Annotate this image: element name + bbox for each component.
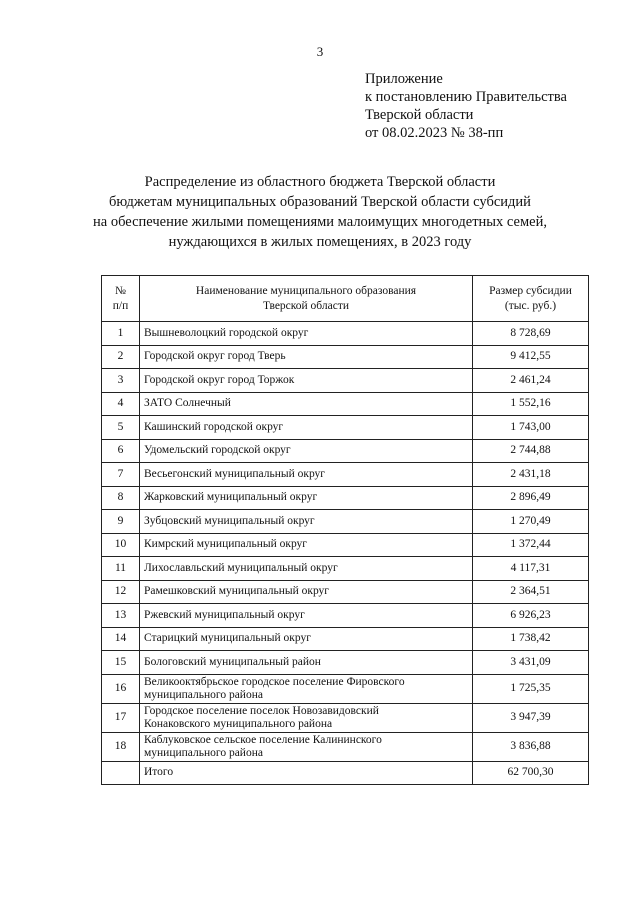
document-title (60, 172, 580, 252)
title-line: бюджетам муниципальных образований Тверской области субсидий (109, 194, 531, 210)
municipality-name (140, 627, 473, 651)
subsidy-amount: 3 947,39 (473, 703, 589, 732)
row-number: 8 (102, 486, 140, 510)
total-label: Итого (140, 761, 473, 785)
appendix-line: к постановлению Правительства (365, 89, 567, 105)
table-row (102, 463, 589, 487)
table-row (102, 533, 589, 557)
table-row (102, 392, 589, 416)
subsidy-amount: 6 926,23 (473, 604, 589, 628)
municipality-name (140, 533, 473, 557)
municipality-name (140, 439, 473, 463)
header-number (102, 276, 140, 322)
municipality-name-line: Городское поселение поселок Новозавидовский (144, 704, 379, 717)
subsidy-amount: 1 743,00 (473, 416, 589, 440)
subsidy-amount: 2 744,88 (473, 439, 589, 463)
title-line: на обеспечение жилыми помещениями малоимущих многодетных семей, (93, 214, 547, 230)
row-number: 3 (102, 369, 140, 393)
municipality-name (140, 732, 473, 761)
title-line: Распределение из областного бюджета Тверской области (144, 174, 496, 190)
row-number: 12 (102, 580, 140, 604)
row-number: 6 (102, 439, 140, 463)
row-number: 11 (102, 557, 140, 581)
municipality-name-line: Бологовский муниципальный район (144, 655, 321, 668)
row-number: 4 (102, 392, 140, 416)
municipality-name-line: ЗАТО Солнечный (144, 397, 231, 410)
municipality-name-line: муниципального района (144, 688, 263, 701)
municipality-name (140, 416, 473, 440)
municipality-name (140, 703, 473, 732)
municipality-name-line: Удомельский городской округ (144, 444, 291, 457)
row-number: 17 (102, 703, 140, 732)
header-text: Наименование муниципального образования (195, 284, 417, 297)
municipality-name (140, 510, 473, 534)
subsidy-amount: 2 431,18 (473, 463, 589, 487)
table-row (102, 510, 589, 534)
subsidy-amount: 1 270,49 (473, 510, 589, 534)
municipality-name (140, 345, 473, 369)
row-number: 16 (102, 674, 140, 703)
subsidy-amount: 3 431,09 (473, 651, 589, 675)
row-number: 13 (102, 604, 140, 628)
header-municipality (140, 276, 473, 322)
header-text: Тверской области (263, 299, 349, 312)
header-text: (тыс. руб.) (504, 299, 557, 312)
header-amount (473, 276, 589, 322)
header-text: № (115, 284, 126, 297)
subsidy-amount: 2 364,51 (473, 580, 589, 604)
table-row (102, 322, 589, 346)
appendix-line: Приложение (365, 71, 443, 87)
table-row (102, 345, 589, 369)
table-row (102, 557, 589, 581)
municipality-name (140, 392, 473, 416)
municipality-name (140, 580, 473, 604)
total-row (102, 761, 589, 785)
header-text: Размер субсидии (489, 284, 572, 297)
municipality-name-line: Лихославльский муниципальный округ (144, 561, 338, 574)
municipality-name-line: Городской округ город Тверь (144, 350, 286, 363)
table-row (102, 627, 589, 651)
table-header-row (102, 276, 589, 322)
municipality-name-line: Каблуковское сельское поселение Калининского (144, 733, 382, 746)
page-number: 3 (316, 44, 324, 59)
subsidy-amount: 2 461,24 (473, 369, 589, 393)
table-row (102, 604, 589, 628)
table-row (102, 416, 589, 440)
municipality-name (140, 322, 473, 346)
appendix-line: от 08.02.2023 № 38-пп (365, 125, 504, 141)
subsidy-amount: 2 896,49 (473, 486, 589, 510)
municipality-name (140, 369, 473, 393)
row-number: 15 (102, 651, 140, 675)
table-row (102, 703, 589, 732)
subsidy-amount: 1 372,44 (473, 533, 589, 557)
subsidy-amount: 9 412,55 (473, 345, 589, 369)
row-number: 1 (102, 322, 140, 346)
municipality-name-line: Рамешковский муниципальный округ (144, 585, 330, 598)
municipality-name-line: Жарковский муниципальный округ (144, 491, 318, 504)
table-row (102, 580, 589, 604)
municipality-name-line: Вышневолоцкий городской округ (144, 326, 309, 339)
row-number: 10 (102, 533, 140, 557)
municipality-name-line: Кашинский городской округ (144, 420, 284, 433)
municipality-name (140, 651, 473, 675)
municipality-name-line: Великооктябрьское городское поселение Фировского (144, 675, 405, 688)
appendix-line: Тверской области (365, 107, 474, 123)
table-row (102, 486, 589, 510)
total-number-cell (102, 761, 140, 785)
municipality-name (140, 486, 473, 510)
subsidy-amount: 4 117,31 (473, 557, 589, 581)
municipality-name-line: Ржевский муниципальный округ (144, 608, 305, 621)
municipality-name (140, 674, 473, 703)
subsidy-amount: 3 836,88 (473, 732, 589, 761)
municipality-name-line: Весьегонский муниципальный округ (144, 467, 326, 480)
row-number: 18 (102, 732, 140, 761)
municipality-name-line: Городской округ город Торжок (144, 373, 295, 386)
total-amount: 62 700,30 (473, 761, 589, 785)
row-number: 5 (102, 416, 140, 440)
municipality-name-line: Старицкий муниципальный округ (144, 632, 311, 645)
table-row (102, 439, 589, 463)
table-row (102, 732, 589, 761)
title-line: нуждающихся в жилых помещениях, в 2023 году (168, 234, 472, 250)
table-row (102, 674, 589, 703)
table-row (102, 651, 589, 675)
table-row (102, 369, 589, 393)
municipality-name-line: муниципального района (144, 746, 263, 759)
subsidy-amount: 1 552,16 (473, 392, 589, 416)
row-number: 7 (102, 463, 140, 487)
appendix-block (365, 70, 625, 142)
municipality-name (140, 604, 473, 628)
subsidy-amount: 1 738,42 (473, 627, 589, 651)
table-body (102, 322, 589, 762)
row-number: 2 (102, 345, 140, 369)
subsidy-table (101, 275, 589, 785)
subsidy-amount: 1 725,35 (473, 674, 589, 703)
row-number: 14 (102, 627, 140, 651)
municipality-name-line: Зубцовский муниципальный округ (144, 514, 315, 527)
subsidy-amount: 8 728,69 (473, 322, 589, 346)
municipality-name (140, 557, 473, 581)
municipality-name-line: Кимрский муниципальный округ (144, 538, 308, 551)
municipality-name (140, 463, 473, 487)
header-text: п/п (112, 299, 129, 312)
row-number: 9 (102, 510, 140, 534)
municipality-name-line: Конаковского муниципального района (144, 717, 333, 730)
